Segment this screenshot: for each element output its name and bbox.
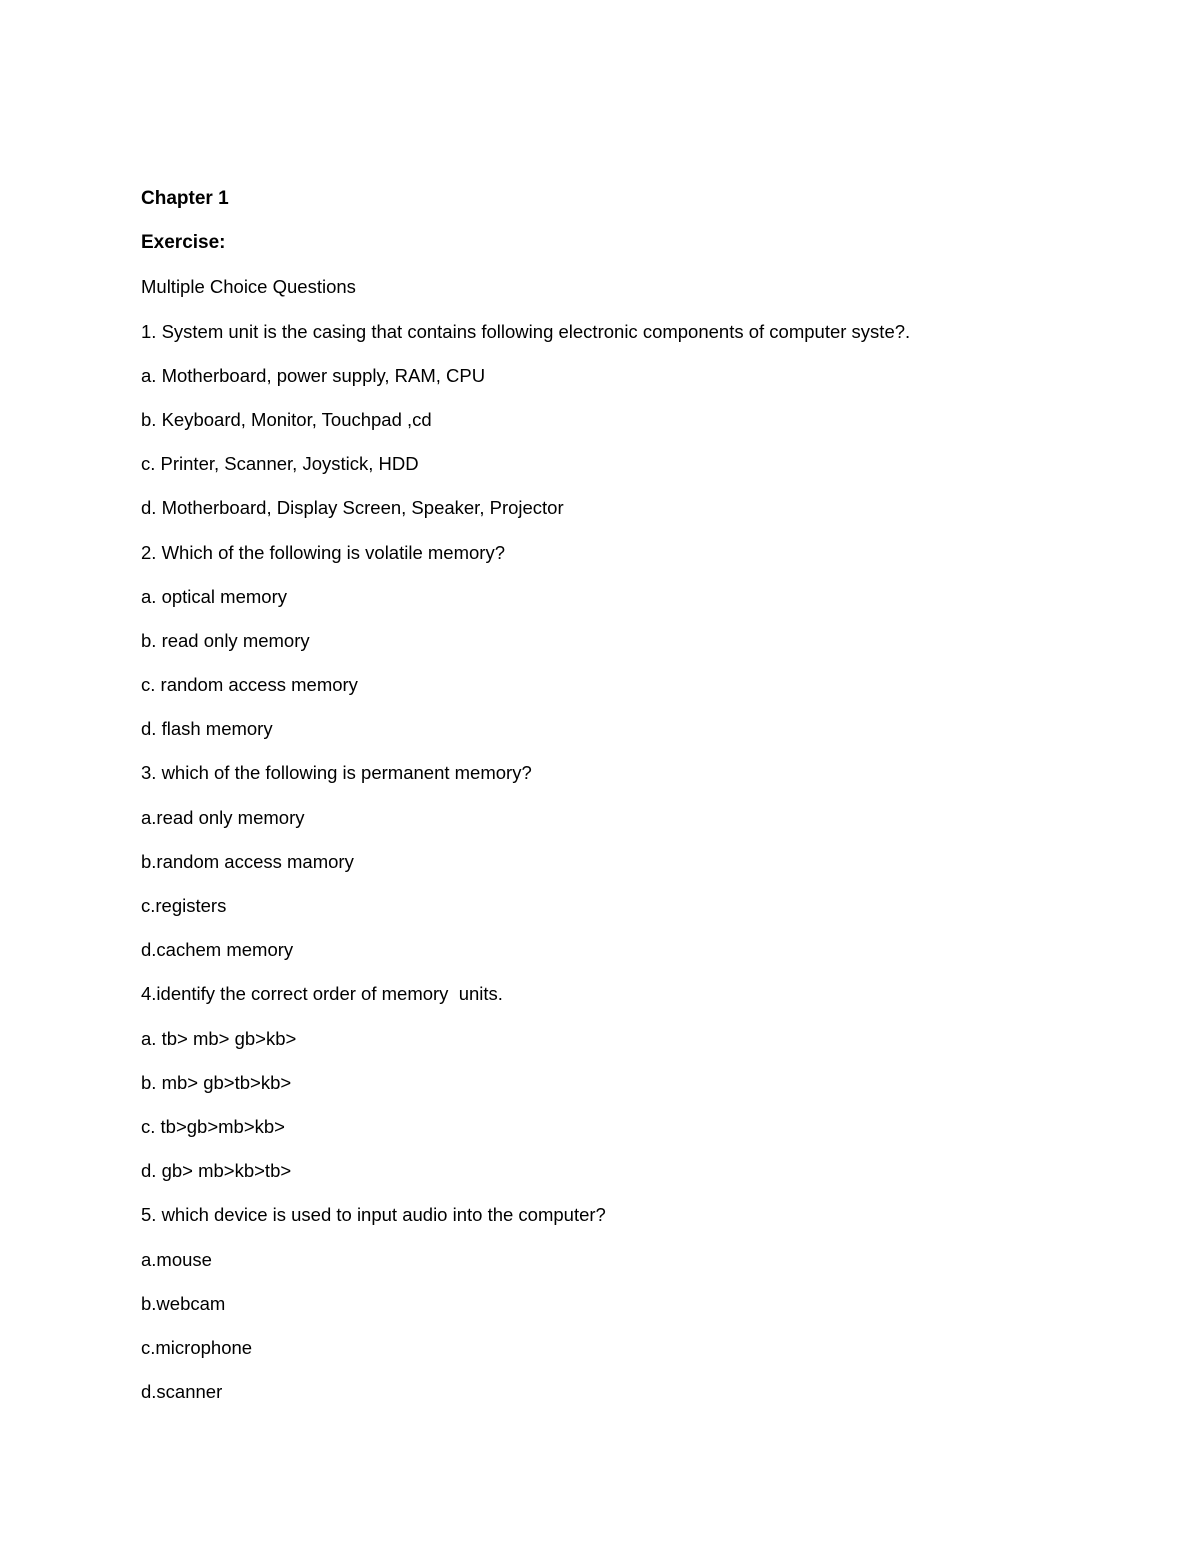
answer-option: d. flash memory	[141, 718, 273, 740]
answer-option: c. random access memory	[141, 674, 358, 696]
question-block-5	[141, 1200, 1121, 1421]
answer-option: b.random access mamory	[141, 850, 354, 872]
answer-option: a. Motherboard, power supply, RAM, CPU	[141, 364, 486, 386]
question-text: 3. which of the following is permanent memory?	[141, 762, 532, 784]
answer-option: b. mb> gb>tb>kb>	[141, 1071, 292, 1093]
answer-option: c.registers	[141, 895, 227, 916]
answer-option: b. read only memory	[141, 629, 310, 651]
answer-option: a. optical memory	[141, 585, 287, 607]
document-body	[141, 184, 1121, 1421]
answer-option: a.read only memory	[141, 806, 305, 828]
answer-option: a. tb> mb> gb>kb>	[141, 1027, 297, 1049]
answer-option: b.webcam	[141, 1292, 226, 1314]
answer-option: d. gb> mb>kb>tb>	[141, 1160, 292, 1182]
answer-option: d.scanner	[141, 1381, 223, 1403]
answer-option: d.cachem memory	[141, 939, 294, 961]
answer-option: c.microphone	[141, 1336, 253, 1358]
question-text: 1. System unit is the casing that contains following electronic components of computer syste?.	[141, 320, 911, 342]
answer-option: c. Printer, Scanner, Joystick, HDD	[141, 453, 419, 475]
answer-option: d. Motherboard, Display Screen, Speaker, Projector	[141, 497, 564, 519]
answer-option: a.mouse	[141, 1248, 212, 1270]
question-block-3	[141, 758, 1121, 979]
question-text: 2. Which of the following is volatile memory?	[141, 541, 505, 563]
section-title: Multiple Choice Questions	[141, 276, 356, 298]
chapter-title: Chapter 1	[141, 188, 229, 209]
question-text: 5. which device is used to input audio into the computer?	[141, 1204, 606, 1226]
exercise-heading: Exercise:	[141, 232, 226, 254]
question-block-1	[141, 317, 1121, 538]
question-text: 4.identify the correct order of memory units.	[141, 983, 503, 1005]
answer-option: c. tb>gb>mb>kb>	[141, 1115, 285, 1137]
question-block-4	[141, 979, 1121, 1200]
answer-option: b. Keyboard, Monitor, Touchpad ,cd	[141, 408, 432, 430]
question-block-2	[141, 538, 1121, 759]
